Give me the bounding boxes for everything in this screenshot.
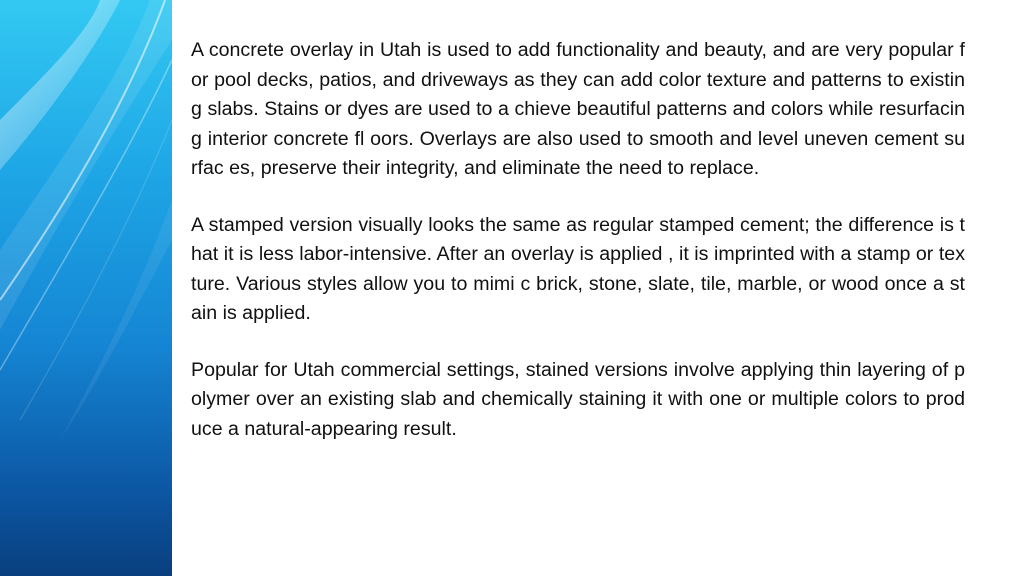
paragraph-concrete-overlay: A concrete overlay in Utah is used to add functionality and beauty, and are very popular for pool decks, patios, and driveways as they can add color texture and patterns to existing slabs. Stains or dyes are used to a chieve beautiful patterns and colors while resurfacing interior concrete fl oors. Overlays are also used to smooth and level uneven cement surfac es, preserve their integrity, and eliminate the need to replace. <box>191 39 965 179</box>
paragraph-stamped-version: A stamped version visually looks the same as regular stamped cement; the difference is that it is less labor-intensive. After an overlay is applied , it is imprinted with a stamp or texture. Various styles allow you to mimi c brick, stone, slate, tile, marble, or wood once a stain is applied. <box>191 213 965 324</box>
decorative-side-band <box>0 0 172 576</box>
text-content <box>191 36 965 471</box>
wave-decoration <box>0 0 172 576</box>
paragraph-stained-version: Popular for Utah commercial settings, stained versions involve applying thin layering of polymer over an existing slab and chemically staining it with one or multiple colors to produce a natural-appearing result. <box>191 358 965 440</box>
